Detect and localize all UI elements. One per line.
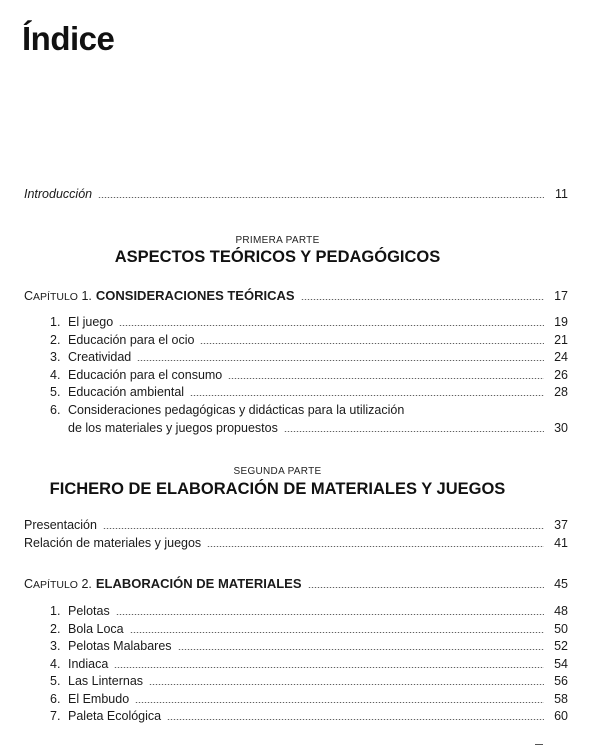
toc-page-number: 60 — [554, 709, 568, 723]
chapter-heading — [24, 287, 295, 306]
toc-page-number: 19 — [554, 315, 568, 329]
toc-page-number: 30 — [554, 421, 568, 435]
chapter-prefix: CAPÍTULO 2. — [24, 577, 92, 591]
toc-item[interactable] — [50, 637, 568, 655]
toc-page-number: 41 — [554, 536, 568, 550]
item-number: 5. — [50, 385, 61, 399]
toc-item[interactable] — [50, 313, 568, 331]
item-number: 5. — [50, 674, 61, 688]
toc-entry-label: Educación para el consumo — [68, 368, 223, 382]
item-number: 2. — [50, 622, 61, 636]
item-number: 6. — [50, 692, 61, 706]
item-number: 2. — [50, 333, 61, 347]
item-number: 3. — [50, 639, 61, 653]
item-number: 3. — [50, 350, 61, 364]
toc-entry-label: Educación para el ocio — [68, 333, 195, 347]
toc-entry-introduccion[interactable] — [24, 185, 568, 203]
toc-item[interactable] — [50, 672, 568, 690]
toc-page-number: 24 — [554, 350, 568, 364]
part-label: SEGUNDA PARTE — [233, 466, 322, 477]
toc-entry-label: Paleta Ecológica — [68, 709, 162, 723]
chapter-heading — [24, 575, 302, 594]
leader-dots — [103, 528, 544, 529]
toc-entry-label: Consideraciones pedagógicas y didácticas para la utilización — [68, 403, 405, 417]
toc-entry-label: Relación de materiales y juegos — [24, 536, 202, 550]
toc-item[interactable] — [50, 348, 568, 366]
toc-page-number: 26 — [554, 368, 568, 382]
part-title: ASPECTOS TEÓRICOS Y PEDAGÓGICOS — [114, 248, 441, 266]
leader-dots — [200, 343, 544, 344]
chapter-title: CONSIDERACIONES TEÓRICAS — [95, 288, 295, 303]
leader-dots — [135, 702, 544, 703]
leader-dots — [301, 299, 544, 300]
toc-entry-label: Presentación — [24, 518, 97, 532]
toc-item[interactable] — [50, 366, 568, 384]
leader-dots — [149, 684, 544, 685]
toc-page-number: 50 — [554, 622, 568, 636]
chapter-prefix: CAPÍTULO 1. — [24, 289, 92, 303]
toc-entry-label: de los materiales y juegos propuestos — [68, 421, 278, 435]
toc-entry-label: Bola Loca — [68, 622, 124, 636]
item-number: 4. — [50, 657, 61, 671]
toc-entry-label: Pelotas — [68, 604, 110, 618]
toc-entry-label: Pelotas Malabares — [68, 639, 172, 653]
leader-dots — [167, 719, 544, 720]
leader-dots — [116, 614, 544, 615]
page-title: Índice — [22, 20, 115, 57]
toc-page-number: 11 — [555, 187, 568, 201]
item-number: 7. — [50, 709, 61, 723]
toc-page-number: 54 — [554, 657, 568, 671]
toc-item[interactable] — [50, 690, 568, 708]
part-title: FICHERO DE ELABORACIÓN DE MATERIALES Y JUEGOS — [49, 480, 506, 498]
leader-dots — [228, 378, 544, 379]
page-edge-mark — [535, 744, 543, 745]
item-number: 1. — [50, 604, 61, 618]
toc-entry-label: El Embudo — [68, 692, 130, 706]
toc-item[interactable] — [50, 707, 568, 725]
leader-dots — [308, 587, 545, 588]
leader-dots — [137, 360, 544, 361]
toc-item[interactable] — [50, 620, 568, 638]
item-number: 4. — [50, 368, 61, 382]
toc-item-first-line[interactable] — [50, 401, 568, 419]
toc-chapter-2[interactable] — [24, 575, 568, 593]
leader-dots — [130, 632, 544, 633]
toc-item[interactable] — [50, 383, 568, 401]
toc-entry-label: Las Linternas — [68, 674, 144, 688]
leader-dots — [190, 395, 544, 396]
toc-chapter-1[interactable] — [24, 287, 568, 305]
toc-item[interactable] — [50, 602, 568, 620]
toc-item-continuation[interactable] — [68, 419, 568, 437]
leader-dots — [284, 431, 544, 432]
leader-dots — [98, 197, 544, 198]
toc-page-number: 58 — [554, 692, 568, 706]
toc-entry-label: Indiaca — [68, 657, 109, 671]
item-number: 6. — [50, 403, 61, 417]
toc-entry-presentacion[interactable] — [24, 516, 568, 534]
item-number: 1. — [50, 315, 61, 329]
toc-page-number: 17 — [554, 289, 568, 303]
toc-page-number: 21 — [554, 333, 568, 347]
leader-dots — [119, 325, 544, 326]
toc-page-number: 28 — [554, 385, 568, 399]
part-label: PRIMERA PARTE — [235, 235, 320, 246]
toc-entry-relacion[interactable] — [24, 534, 568, 552]
leader-dots — [178, 649, 544, 650]
leader-dots — [114, 667, 544, 668]
toc-page-number: 56 — [554, 674, 568, 688]
leader-dots — [207, 546, 544, 547]
toc-item[interactable] — [50, 331, 568, 349]
toc-item[interactable] — [50, 655, 568, 673]
toc-page-number: 52 — [554, 639, 568, 653]
toc-entry-label: Educación ambiental — [68, 385, 185, 399]
toc-entry-label: Creatividad — [68, 350, 132, 364]
toc-page-number: 37 — [554, 518, 568, 532]
toc-page-number: 48 — [554, 604, 568, 618]
toc-page-number: 45 — [554, 577, 568, 591]
chapter-title: ELABORACIÓN DE MATERIALES — [95, 576, 302, 591]
toc-entry-label: Introducción — [24, 187, 93, 201]
toc-entry-label: El juego — [68, 315, 114, 329]
